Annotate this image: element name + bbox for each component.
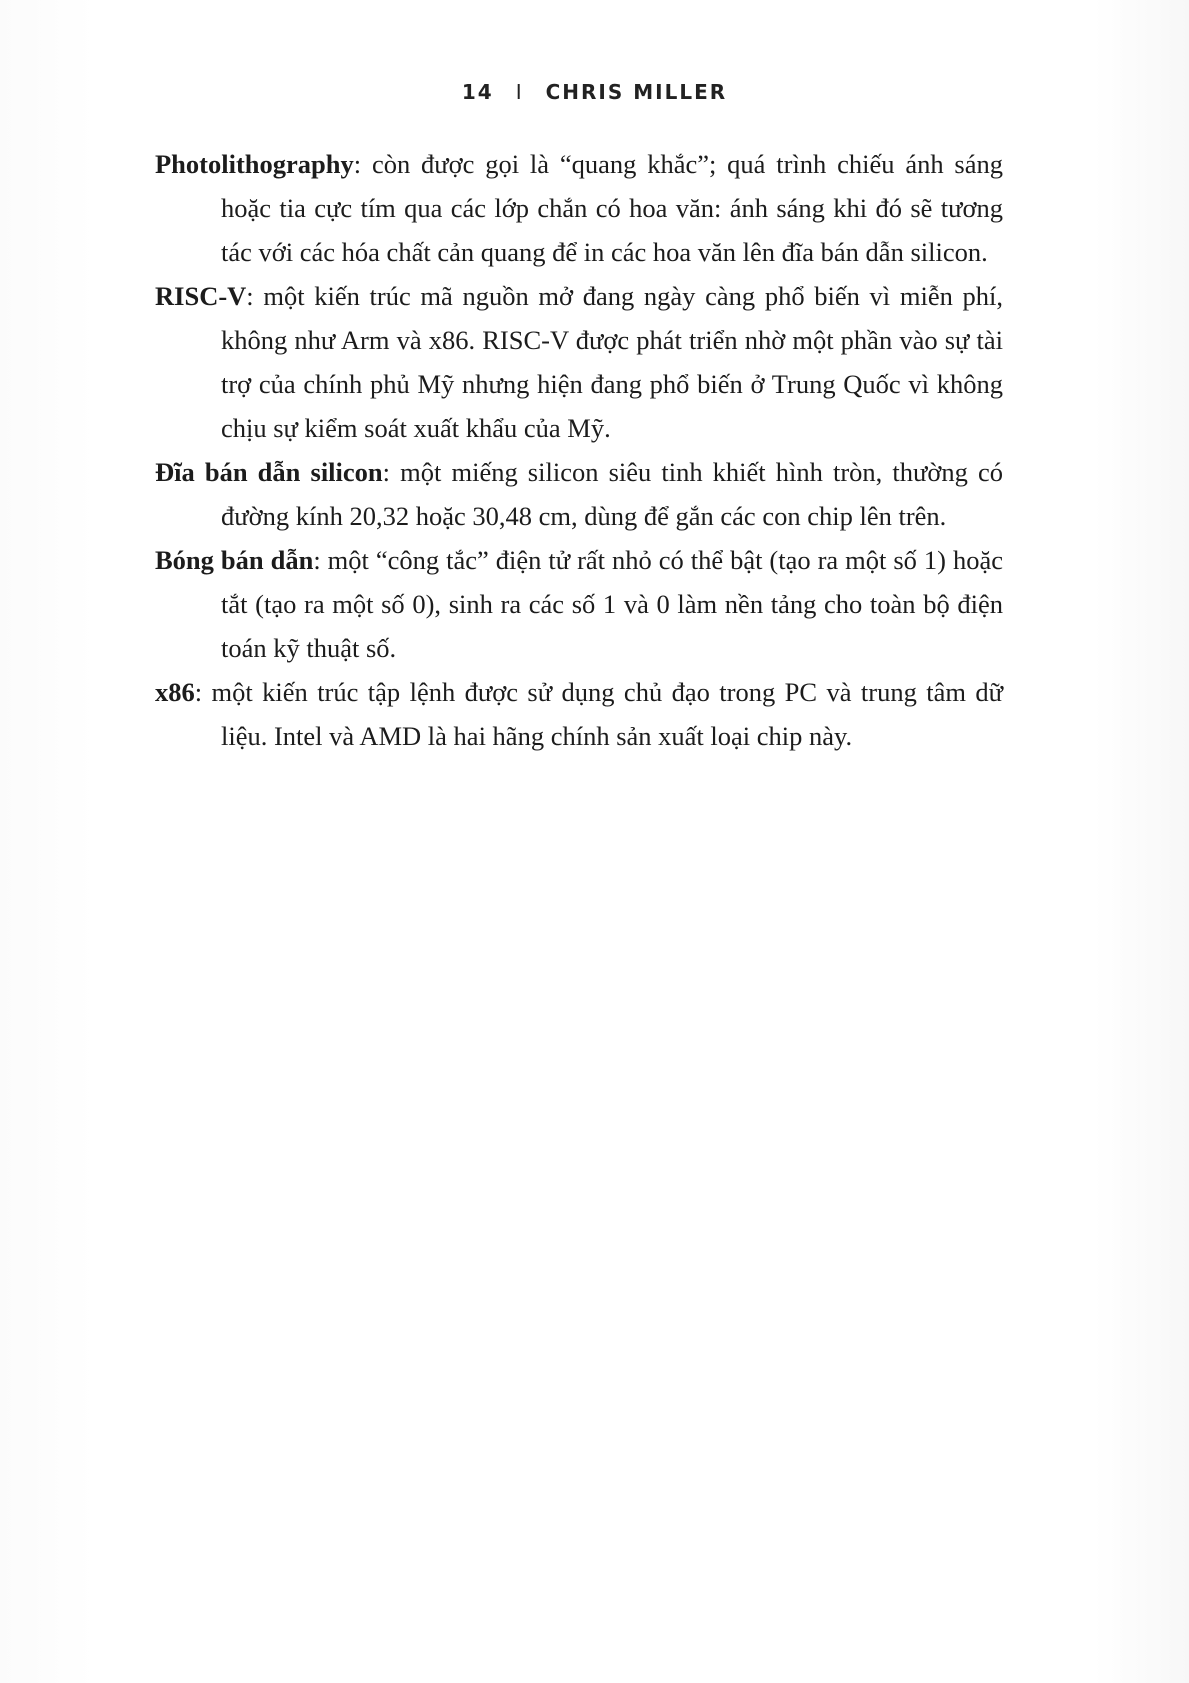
glossary-entry-transistor [155, 538, 1003, 670]
glossary-definition: : một miếng silicon siêu tinh khiết hình tròn, thường có đường kính 20,32 hoặc 30,48 cm, dùng để gắn các con chip lên trên. [221, 457, 1004, 531]
page-number: 14 [461, 80, 494, 104]
glossary-entry-x86 [155, 670, 1003, 758]
glossary-term: Bóng bán dẫn [155, 545, 314, 575]
glossary-list [155, 142, 1003, 758]
glossary-definition: : một kiến trúc tập lệnh được sử dụng chủ đạo trong PC và trung tâm dữ liệu. Intel và AMD là hai hãng chính sản xuất loại chip này. [194, 677, 1003, 751]
glossary-term: x86 [155, 677, 195, 707]
running-head [0, 80, 1189, 104]
glossary-term: Đĩa bán dẫn silicon [155, 457, 383, 487]
glossary-term: Photolithography [155, 149, 354, 179]
glossary-entry-silicon-wafer [155, 450, 1003, 538]
glossary-entry-photolithography [155, 142, 1003, 274]
glossary-definition: : còn được gọi là “quang khắc”; quá trình chiếu ánh sáng hoặc tia cực tím qua các lớp chắn có hoa văn: ánh sáng khi đó sẽ tương tác với các hóa chất cản quang để in các hoa văn lên đĩa bán dẫn silicon. [221, 149, 1003, 267]
author-name: CHRIS MILLER [545, 80, 728, 104]
glossary-definition: : một “công tắc” điện tử rất nhỏ có thể bật (tạo ra một số 1) hoặc tắt (tạo ra một số 0), sinh ra các số 1 và 0 làm nền tảng cho toàn bộ điện toán kỹ thuật số. [221, 545, 1003, 663]
glossary-entry-risc-v [155, 274, 1003, 450]
glossary-term: RISC-V [155, 281, 247, 311]
glossary-definition: : một kiến trúc mã nguồn mở đang ngày càng phổ biến vì miễn phí, không như Arm và x86. RISC-V được phát triển nhờ một phần vào sự tài trợ của chính phủ Mỹ nhưng hiện đang phổ biến ở Trung Quốc vì không chịu sự kiểm soát xuất khẩu của Mỹ. [221, 281, 1003, 443]
header-separator: I [515, 80, 524, 104]
